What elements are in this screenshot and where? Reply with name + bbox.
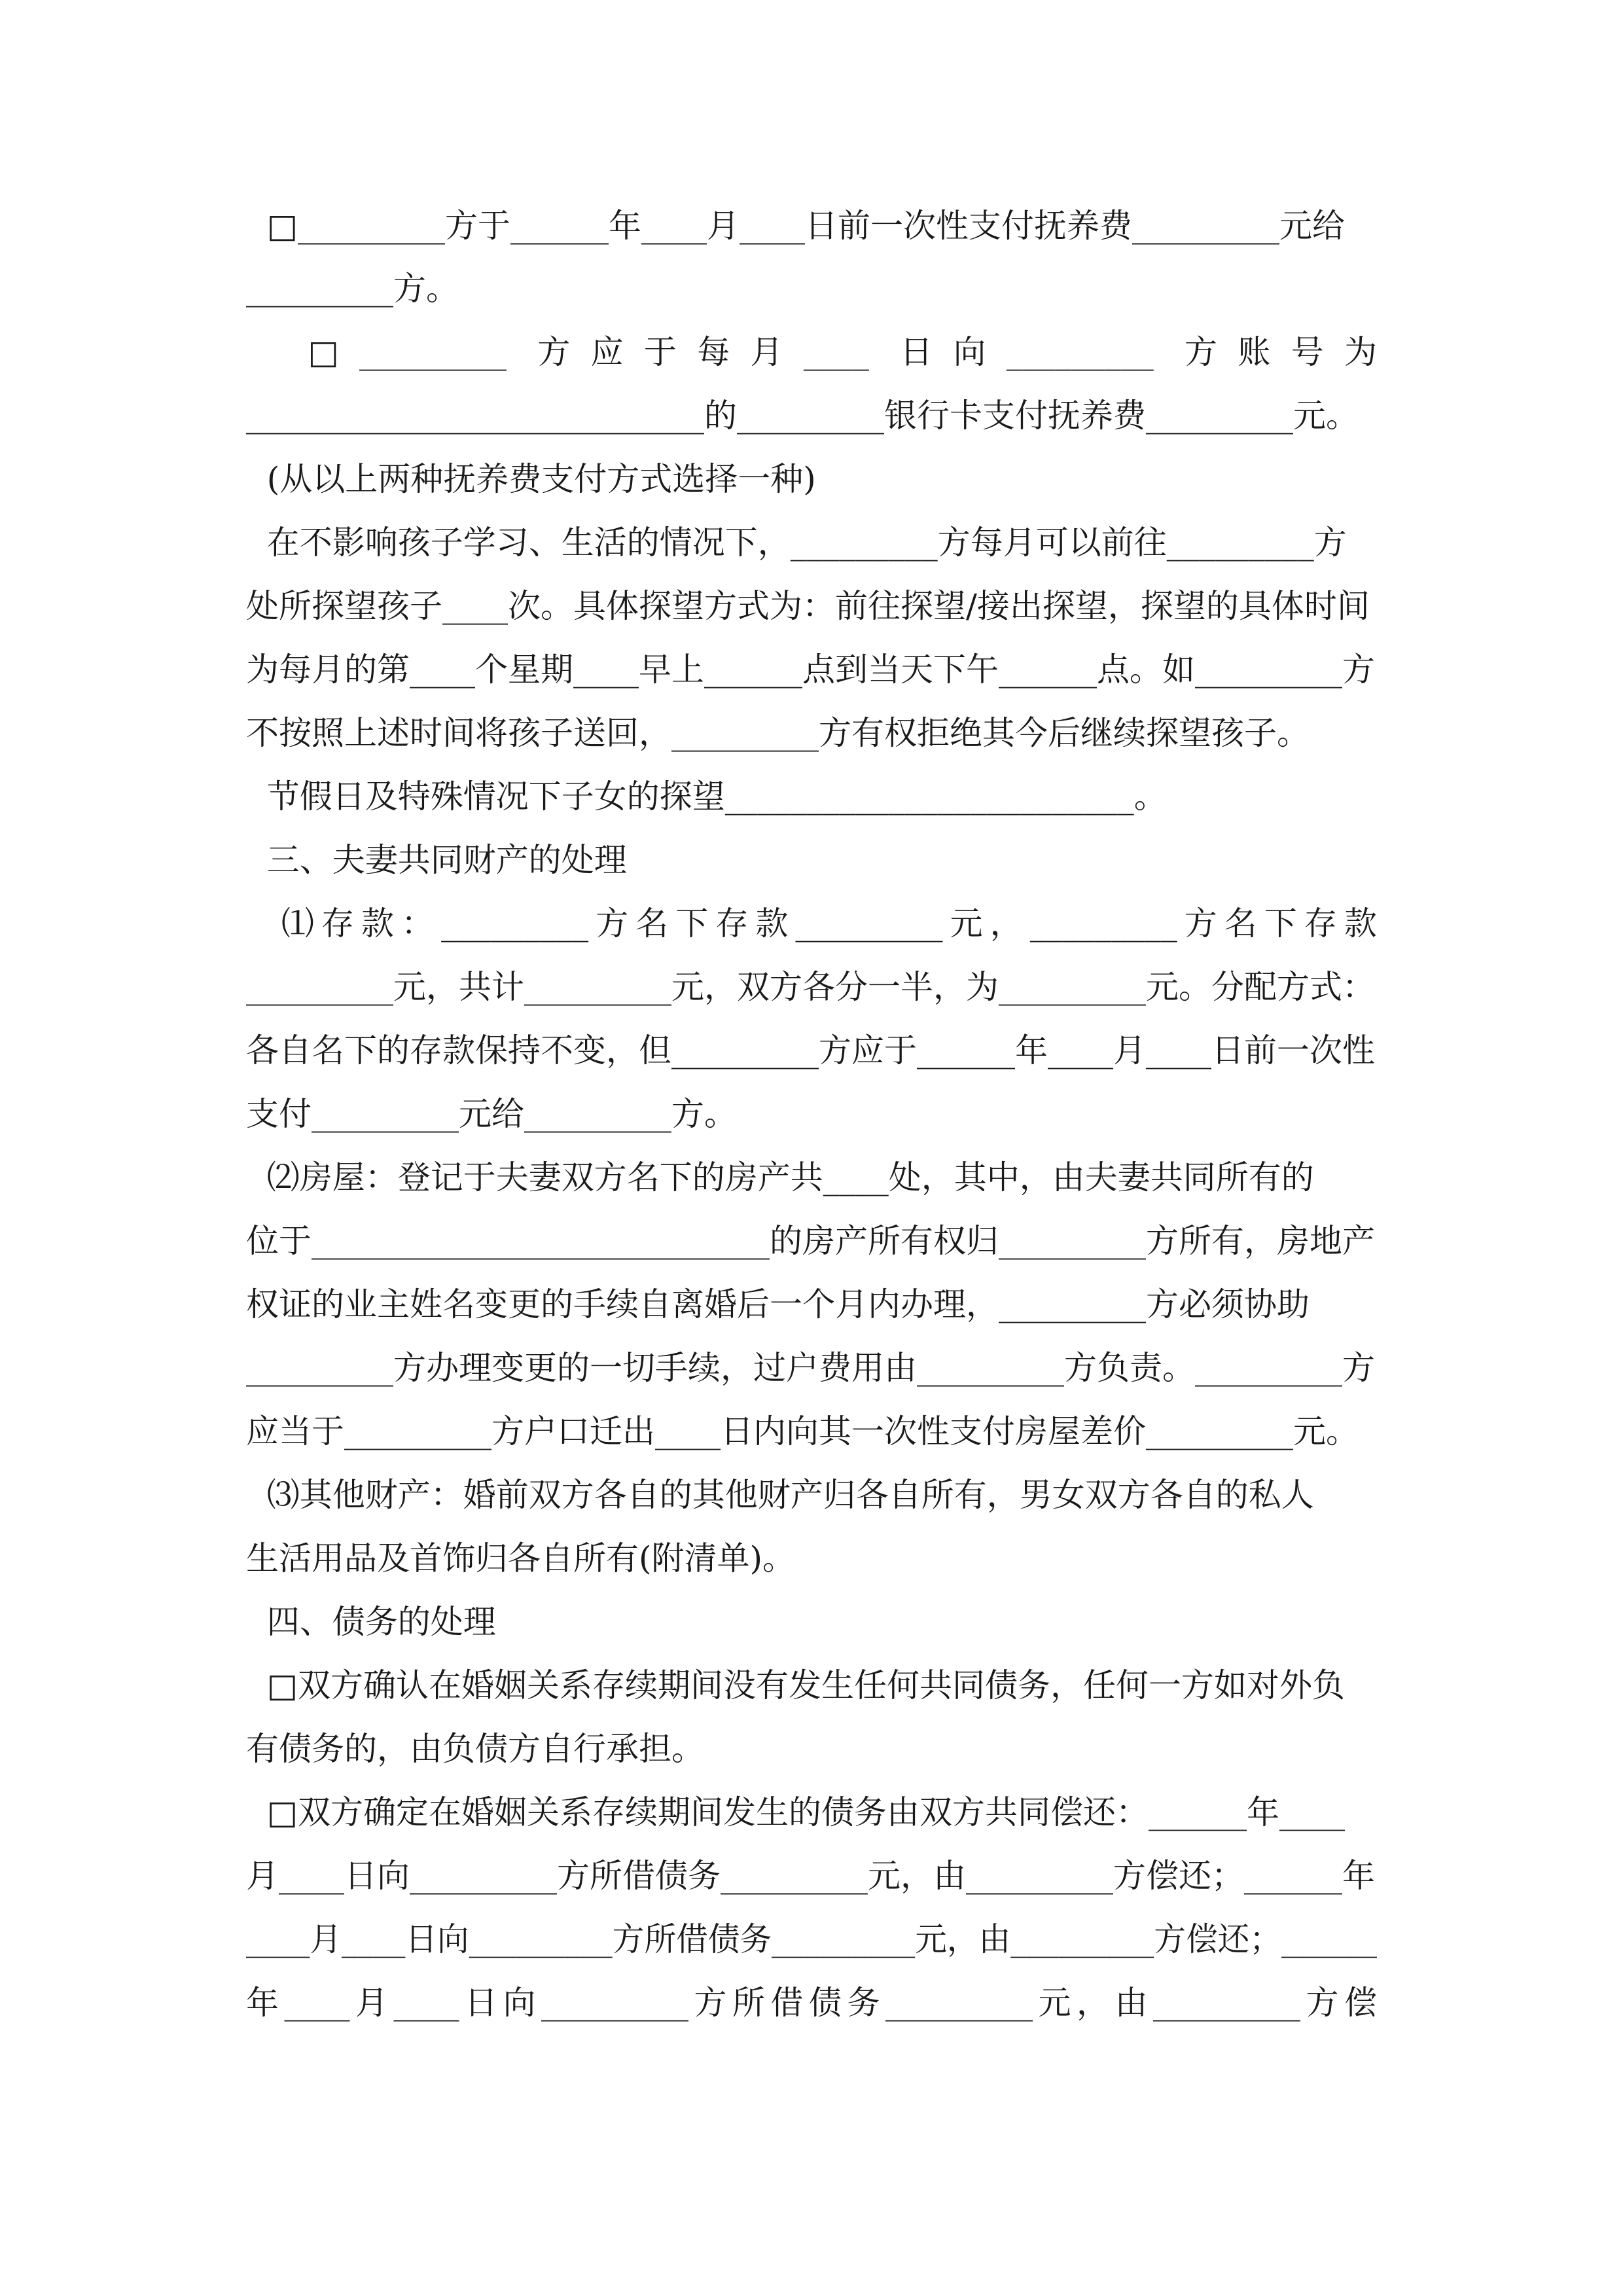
text-line: □双方确定在婚姻关系存续期间发生的债务由双方共同偿还：______年____ bbox=[246, 1793, 1346, 1831]
text-line: _________元，共计_________元，双方各分一半，为_________元。分配方式： bbox=[246, 968, 1375, 1006]
text-line: 权证的业主姓名变更的手续自离婚后一个月内办理，_________方必须协助 bbox=[246, 1285, 1310, 1323]
text-line: 不按照上述时间将孩子送回，_________方有权拒绝其今后继续探望孩子。 bbox=[246, 714, 1310, 752]
text-line: _________方。 bbox=[246, 270, 459, 308]
text-line: 应当于_________方户口迁出____日内向其一次性支付房屋差价_________元。 bbox=[246, 1412, 1359, 1450]
text-line: ____月____日向_________方所借债务_________元，由_________方偿还；______ bbox=[246, 1920, 1377, 1958]
text-line: 生活用品及首饰归各自所有(附清单)。 bbox=[246, 1539, 796, 1577]
text-line: 月____日向_________方所借债务_________元，由_________方偿还；______年 bbox=[246, 1857, 1375, 1895]
text-line: 节假日及特殊情况下子女的探望_________________________。 bbox=[246, 778, 1167, 816]
text-line: ⑶其他财产：婚前双方各自的其他财产归各自所有，男女双方各自的私人 bbox=[246, 1476, 1314, 1514]
text-line: 有债务的，由负债方自行承担。 bbox=[246, 1730, 704, 1768]
text-line: 处所探望孩子____次。具体探望方式为：前往探望/接出探望，探望的具体时间 bbox=[246, 587, 1370, 625]
text-line: 在不影响孩子学习、生活的情况下，_________方每月可以前往_________方 bbox=[246, 524, 1347, 562]
text-line: 各自名下的存款保持不变，但_________方应于______年____月____日前一次性 bbox=[246, 1031, 1375, 1069]
text-line: □_________ 方应于每月____ 日向_________ 方账号为 bbox=[246, 333, 1377, 371]
text-line: 年____月____日向_________方所借债务_________元，由_________方偿 bbox=[246, 1984, 1377, 2022]
text-line: □双方确认在婚姻关系存续期间没有发生任何共同债务，任何一方如对外负 bbox=[246, 1666, 1346, 1704]
text-line: 为每月的第____个星期____早上______点到当天下午______点。如_________方 bbox=[246, 651, 1375, 689]
text-line: _________方办理变更的一切手续，过户费用由_________方负责。_________方 bbox=[246, 1349, 1375, 1387]
text-line: ____________________________的_________银行卡支付抚养费_________元。 bbox=[246, 397, 1359, 435]
text-line: □_________方于______年____月____日前一次性支付抚养费_________元给 bbox=[246, 207, 1346, 245]
text-line: ⑴存款：_________方名下存款_________元，_________方名下存款 bbox=[246, 905, 1377, 942]
section-heading: 四、债务的处理 bbox=[246, 1603, 496, 1641]
text-line: (从以上两种抚养费支付方式选择一种) bbox=[246, 460, 816, 498]
text-line: 位于____________________________的房产所有权归_________方所有，房地产 bbox=[246, 1222, 1375, 1260]
text-line: ⑵房屋：登记于夫妻双方名下的房产共____处，其中，由夫妻共同所有的 bbox=[246, 1158, 1314, 1196]
section-heading: 三、夫妻共同财产的处理 bbox=[246, 841, 627, 879]
text-line: 支付_________元给_________方。 bbox=[246, 1095, 737, 1133]
